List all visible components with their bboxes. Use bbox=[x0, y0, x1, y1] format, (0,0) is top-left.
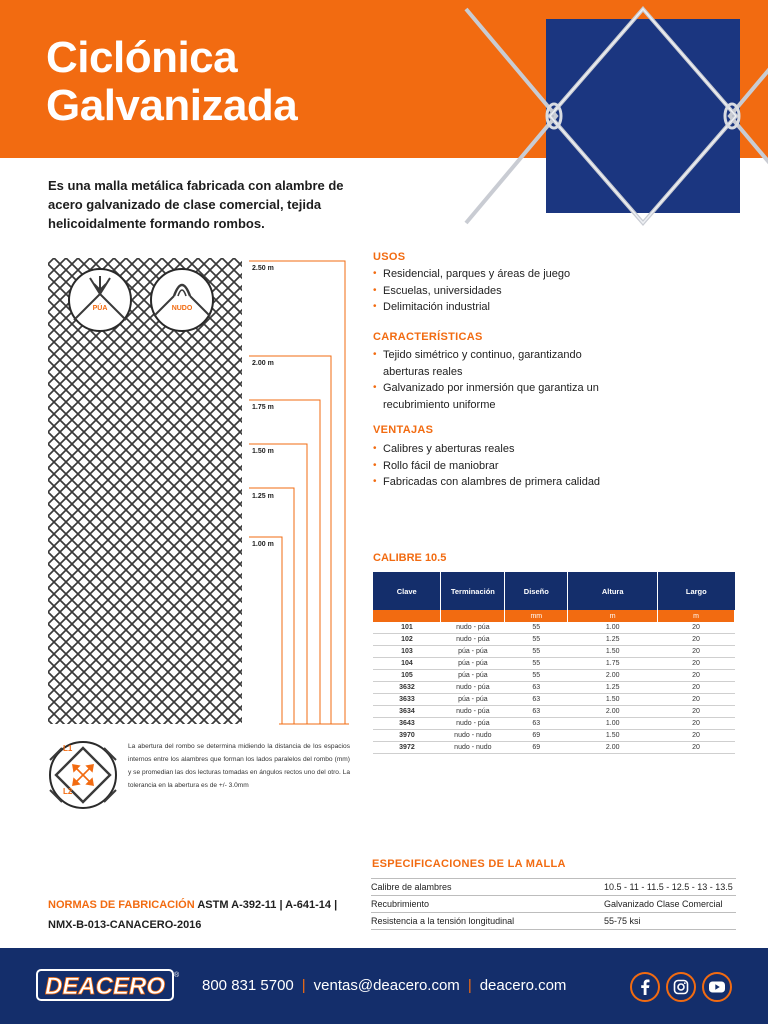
table-cell: 55 bbox=[505, 634, 568, 646]
table-cell: 63 bbox=[505, 706, 568, 718]
separator: | bbox=[301, 977, 306, 994]
nudo-label: NUDO bbox=[171, 305, 193, 312]
table-row bbox=[373, 670, 735, 682]
mesh-illustration bbox=[48, 258, 242, 724]
nudo-icon bbox=[152, 270, 212, 330]
table-cell: 55 bbox=[505, 622, 568, 634]
spec-value: 55-75 ksi bbox=[601, 913, 736, 930]
table-cell: 1.50 bbox=[568, 730, 658, 742]
table-row bbox=[373, 742, 735, 754]
col-header: Clave bbox=[373, 572, 441, 610]
table-row bbox=[371, 913, 736, 930]
spec-value: 10.5 - 11 - 11.5 - 12.5 - 13 - 13.5 bbox=[601, 879, 736, 896]
table-row bbox=[373, 682, 735, 694]
facebook-icon[interactable] bbox=[630, 972, 660, 1002]
table-cell: 55 bbox=[505, 670, 568, 682]
table-cell: 2.00 bbox=[568, 706, 658, 718]
website-link[interactable]: deacero.com bbox=[479, 977, 567, 994]
table-cell: 1.75 bbox=[568, 658, 658, 670]
table-cell: 105 bbox=[373, 670, 441, 682]
page-title bbox=[46, 34, 526, 130]
phone-number[interactable]: 800 831 5700 bbox=[202, 977, 294, 994]
table-cell: 1.00 bbox=[568, 622, 658, 634]
separator: | bbox=[467, 977, 472, 994]
normas-text: ASTM A-392-11 | A-641-14 | NMX-B-013-CANACERO-2016 bbox=[48, 899, 338, 931]
table-cell: 69 bbox=[505, 730, 568, 742]
table-cell: púa - púa bbox=[441, 694, 505, 706]
list-item: • Escuelas, universidades bbox=[373, 283, 753, 300]
specs-title: ESPECIFICACIONES DE LA MALLA bbox=[372, 858, 566, 870]
table-cell: 63 bbox=[505, 718, 568, 730]
table-row bbox=[373, 622, 735, 634]
specs-table bbox=[371, 878, 736, 930]
unit-cell bbox=[373, 610, 441, 622]
calibre-table bbox=[373, 572, 735, 754]
pua-badge bbox=[68, 268, 132, 332]
height-label-175: 1.75 m bbox=[252, 404, 274, 411]
table-cell: 3643 bbox=[373, 718, 441, 730]
table-cell: 2.00 bbox=[568, 670, 658, 682]
col-header: Diseño bbox=[505, 572, 568, 610]
normas-label: NORMAS DE FABRICACIÓN bbox=[48, 899, 195, 911]
table-cell: 20 bbox=[658, 742, 735, 754]
instagram-icon[interactable] bbox=[666, 972, 696, 1002]
table-header-row bbox=[373, 572, 735, 610]
height-label-250: 2.50 m bbox=[252, 265, 274, 272]
table-cell: 55 bbox=[505, 658, 568, 670]
col-header: Terminación bbox=[441, 572, 505, 610]
table-cell: nudo - púa bbox=[441, 634, 505, 646]
l2-label: L2 bbox=[63, 787, 73, 796]
deacero-logo[interactable] bbox=[36, 968, 178, 1006]
rombo-description: La abertura del rombo se determina midiendo la distancia de los espacios internos entre los alambres que forman los lados paralelos del rombo (mm) y se promedian las dos lecturas tomadas en ángulos rectos uno del otro. La tolerancia en la abertura es de +/- 3.0mm bbox=[128, 743, 350, 789]
nudo-badge bbox=[150, 268, 214, 332]
spec-label: Recubrimiento bbox=[371, 896, 601, 913]
ventajas-title: VENTAJAS bbox=[373, 424, 434, 436]
table-cell: 20 bbox=[658, 718, 735, 730]
l1-label: L1 bbox=[63, 744, 73, 753]
table-cell: 1.50 bbox=[568, 646, 658, 658]
col-header: Largo bbox=[658, 572, 735, 610]
table-cell: 3633 bbox=[373, 694, 441, 706]
table-cell: 63 bbox=[505, 694, 568, 706]
table-cell: 3970 bbox=[373, 730, 441, 742]
table-cell: 69 bbox=[505, 742, 568, 754]
rombo-diagram bbox=[48, 740, 118, 810]
height-label-125: 1.25 m bbox=[252, 493, 274, 500]
table-cell: 20 bbox=[658, 646, 735, 658]
table-row bbox=[373, 706, 735, 718]
footer bbox=[0, 948, 768, 1024]
logo-text: DEACERO bbox=[44, 973, 166, 1000]
col-header: Altura bbox=[568, 572, 658, 610]
title-line-2: Galvanizada bbox=[46, 81, 298, 130]
fence-closeup-photo bbox=[546, 19, 740, 213]
table-cell: nudo - nudo bbox=[441, 742, 505, 754]
svg-text:®: ® bbox=[174, 972, 180, 979]
table-cell: 1.25 bbox=[568, 634, 658, 646]
unit-cell: m bbox=[568, 610, 658, 622]
table-cell: 63 bbox=[505, 682, 568, 694]
list-item: • Residencial, parques y áreas de juego bbox=[373, 266, 753, 283]
table-cell: 20 bbox=[658, 622, 735, 634]
table-cell: 3634 bbox=[373, 706, 441, 718]
list-item: • Calibres y aberturas reales bbox=[373, 441, 753, 458]
list-item: • Fabricadas con alambres de primera calidad bbox=[373, 474, 753, 491]
ventajas-list bbox=[373, 441, 753, 491]
table-cell: 102 bbox=[373, 634, 441, 646]
table-row bbox=[373, 718, 735, 730]
table-cell: 101 bbox=[373, 622, 441, 634]
table-cell: 2.00 bbox=[568, 742, 658, 754]
table-cell: nudo - nudo bbox=[441, 730, 505, 742]
table-row bbox=[373, 658, 735, 670]
table-cell: nudo - púa bbox=[441, 622, 505, 634]
height-label-100: 1.00 m bbox=[252, 541, 274, 548]
list-item: • Galvanizado por inmersión que garantiza un recubrimiento uniforme bbox=[373, 380, 613, 413]
table-cell: 20 bbox=[658, 730, 735, 742]
calibre-rows bbox=[373, 622, 735, 754]
table-cell: 20 bbox=[658, 682, 735, 694]
unit-cell bbox=[441, 610, 505, 622]
table-row bbox=[373, 730, 735, 742]
table-cell: 20 bbox=[658, 658, 735, 670]
caracteristicas-list bbox=[373, 347, 613, 413]
usos-title: USOS bbox=[373, 251, 406, 263]
table-row bbox=[373, 646, 735, 658]
calibre-title: CALIBRE 10.5 bbox=[373, 552, 447, 564]
table-cell: 1.50 bbox=[568, 694, 658, 706]
height-label-200: 2.00 m bbox=[252, 360, 274, 367]
caracteristicas-title: CARACTERÍSTICAS bbox=[373, 331, 483, 343]
youtube-icon[interactable] bbox=[702, 972, 732, 1002]
table-cell: púa - púa bbox=[441, 670, 505, 682]
product-description: Es una malla metálica fabricada con alambre de acero galvanizado de clase comercial, tejida helicoidalmente formando rombos. bbox=[48, 178, 344, 231]
table-row bbox=[373, 694, 735, 706]
table-cell: 103 bbox=[373, 646, 441, 658]
table-row bbox=[373, 634, 735, 646]
table-cell: nudo - púa bbox=[441, 682, 505, 694]
table-cell: 20 bbox=[658, 634, 735, 646]
pua-icon bbox=[70, 270, 130, 330]
normas-fabricacion bbox=[48, 895, 348, 935]
table-row bbox=[371, 879, 736, 896]
usos-list bbox=[373, 266, 753, 316]
table-cell: 1.25 bbox=[568, 682, 658, 694]
spec-label: Resistencia a la tensión longitudinal bbox=[371, 913, 601, 930]
table-cell: nudo - púa bbox=[441, 718, 505, 730]
table-cell: púa - púa bbox=[441, 646, 505, 658]
unit-cell: m bbox=[658, 610, 735, 622]
height-label-150: 1.50 m bbox=[252, 448, 274, 455]
spec-value: Galvanizado Clase Comercial bbox=[601, 896, 736, 913]
table-cell: 20 bbox=[658, 706, 735, 718]
table-cell: 20 bbox=[658, 670, 735, 682]
list-item: • Rollo fácil de maniobrar bbox=[373, 458, 753, 475]
email-link[interactable]: ventas@deacero.com bbox=[313, 977, 460, 994]
unit-cell: mm bbox=[505, 610, 568, 622]
contact-line bbox=[202, 977, 566, 994]
spec-label: Calibre de alambres bbox=[371, 879, 601, 896]
table-cell: 3632 bbox=[373, 682, 441, 694]
table-row bbox=[371, 896, 736, 913]
table-cell: 1.00 bbox=[568, 718, 658, 730]
table-cell: 104 bbox=[373, 658, 441, 670]
pua-label: PÚA bbox=[92, 305, 108, 312]
units-row bbox=[373, 610, 735, 622]
list-item: • Delimitación industrial bbox=[373, 299, 753, 316]
table-cell: 3972 bbox=[373, 742, 441, 754]
height-markers bbox=[245, 258, 355, 728]
table-cell: nudo - púa bbox=[441, 706, 505, 718]
table-cell: púa - púa bbox=[441, 658, 505, 670]
table-cell: 55 bbox=[505, 646, 568, 658]
title-line-1: Ciclónica bbox=[46, 33, 238, 82]
table-cell: 20 bbox=[658, 694, 735, 706]
list-item: • Tejido simétrico y continuo, garantizando aberturas reales bbox=[373, 347, 613, 380]
